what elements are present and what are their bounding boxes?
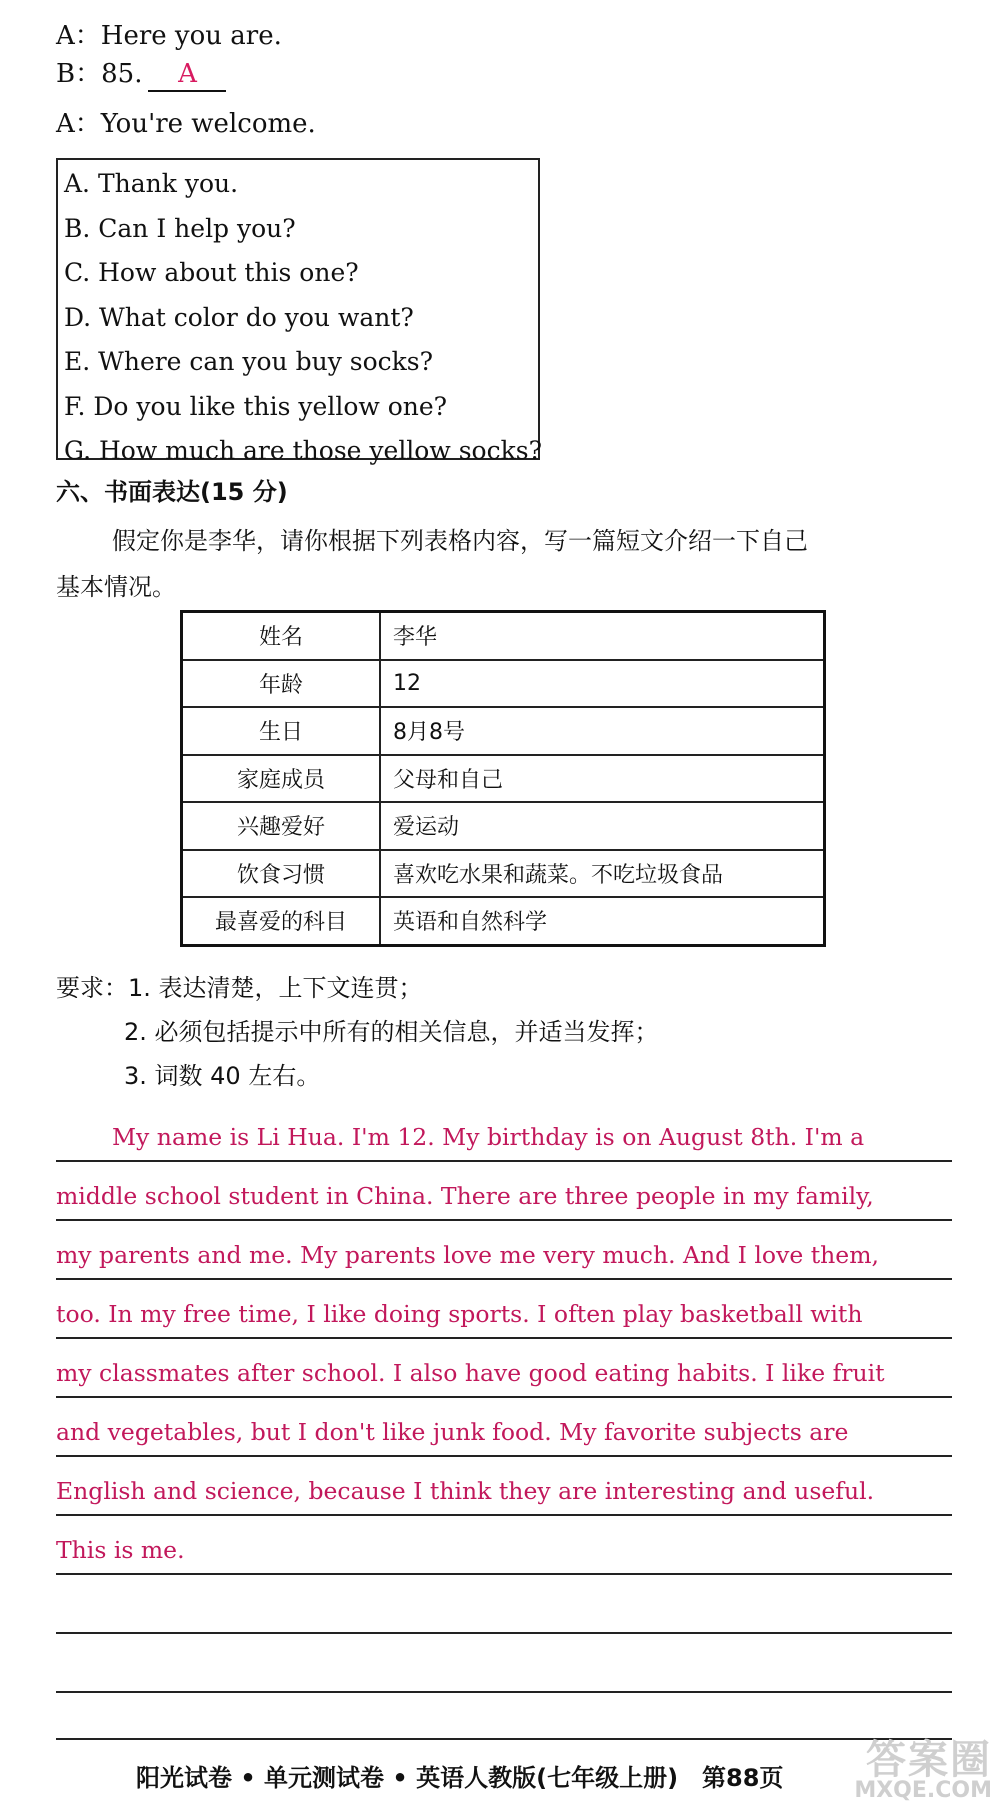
dialogue-line-2-prefix: B：85. <box>56 59 143 89</box>
info-table <box>180 610 826 947</box>
requirements-label: 要求： <box>56 974 128 1002</box>
option-g: G. How much are those yellow socks? <box>64 436 542 465</box>
table-value: 李华 <box>380 612 825 660</box>
table-row <box>182 755 825 803</box>
options-box <box>56 158 542 465</box>
table-key: 年龄 <box>182 660 381 708</box>
section-title: 六、书面表达(15 分) <box>56 478 288 506</box>
table-value: 父母和自己 <box>380 755 825 803</box>
table-value: 8月8号 <box>380 707 825 755</box>
essay-line <box>56 1643 952 1693</box>
table-key: 饮食习惯 <box>182 850 381 898</box>
essay-line <box>56 1584 952 1634</box>
option-a: A. Thank you. <box>64 169 239 198</box>
essay-line: and vegetables, but I don't like junk food. My favorite subjects are <box>56 1407 952 1457</box>
dialogue-line-2 <box>56 58 226 92</box>
prompt-line-1: 假定你是李华，请你根据下列表格内容，写一篇短文介绍一下自己 <box>112 527 808 555</box>
requirements-line-1 <box>56 972 423 1004</box>
essay-line: too. In my free time, I like doing sports. I often play basketball with <box>56 1289 952 1339</box>
table-row <box>182 707 825 755</box>
watermark <box>854 1737 992 1803</box>
table-value: 12 <box>380 660 825 708</box>
table-row <box>182 612 825 660</box>
requirement-item: 2. 必须包括提示中所有的相关信息，并适当发挥； <box>124 1018 659 1046</box>
table-row <box>182 660 825 708</box>
table-row <box>182 802 825 850</box>
table-key: 姓名 <box>182 612 381 660</box>
table-value: 喜欢吃水果和蔬菜。不吃垃圾食品 <box>380 850 825 898</box>
essay-line: my parents and me. My parents love me very much. And I love them, <box>56 1230 952 1280</box>
table-value: 爱运动 <box>380 802 825 850</box>
requirement-item: 1. 表达清楚，上下文连贯； <box>128 974 423 1002</box>
answer-blank-85: A <box>148 58 226 92</box>
essay-line: middle school student in China. There are three people in my family, <box>56 1171 952 1221</box>
essay-line: English and science, because I think they are interesting and useful. <box>56 1466 952 1516</box>
option-c: C. How about this one? <box>64 258 359 287</box>
requirement-item: 3. 词数 40 左右。 <box>124 1062 321 1090</box>
table-key: 最喜爱的科目 <box>182 897 381 945</box>
watermark-line-2: MXQE.COM <box>854 1778 992 1803</box>
option-d: D. What color do you want? <box>64 302 414 332</box>
table-key: 家庭成员 <box>182 755 381 803</box>
option-f: F. Do you like this yellow one? <box>64 391 448 421</box>
footer-text: 阳光试卷 • 单元测试卷 • 英语人教版(七年级上册) 第88页 <box>136 1764 784 1792</box>
table-key: 兴趣爱好 <box>182 802 381 850</box>
option-e: E. Where can you buy socks? <box>64 347 434 376</box>
table-row <box>182 897 825 945</box>
table-row <box>182 850 825 898</box>
essay-line: This is me. <box>56 1525 952 1575</box>
essay-line: my classmates after school. I also have good eating habits. I like fruit <box>56 1348 952 1398</box>
watermark-line-1: 答案圈 <box>866 1737 992 1783</box>
dialogue-line-3: A：You're welcome. <box>56 109 316 139</box>
option-b: B. Can I help you? <box>64 213 296 243</box>
prompt-line-2: 基本情况。 <box>56 573 176 601</box>
table-key: 生日 <box>182 707 381 755</box>
dialogue-line-1: A：Here you are. <box>56 21 282 51</box>
essay-line: My name is Li Hua. I'm 12. My birthday is on August 8th. I'm a <box>56 1112 952 1162</box>
page-footer <box>56 1738 952 1800</box>
table-value: 英语和自然科学 <box>380 897 825 945</box>
